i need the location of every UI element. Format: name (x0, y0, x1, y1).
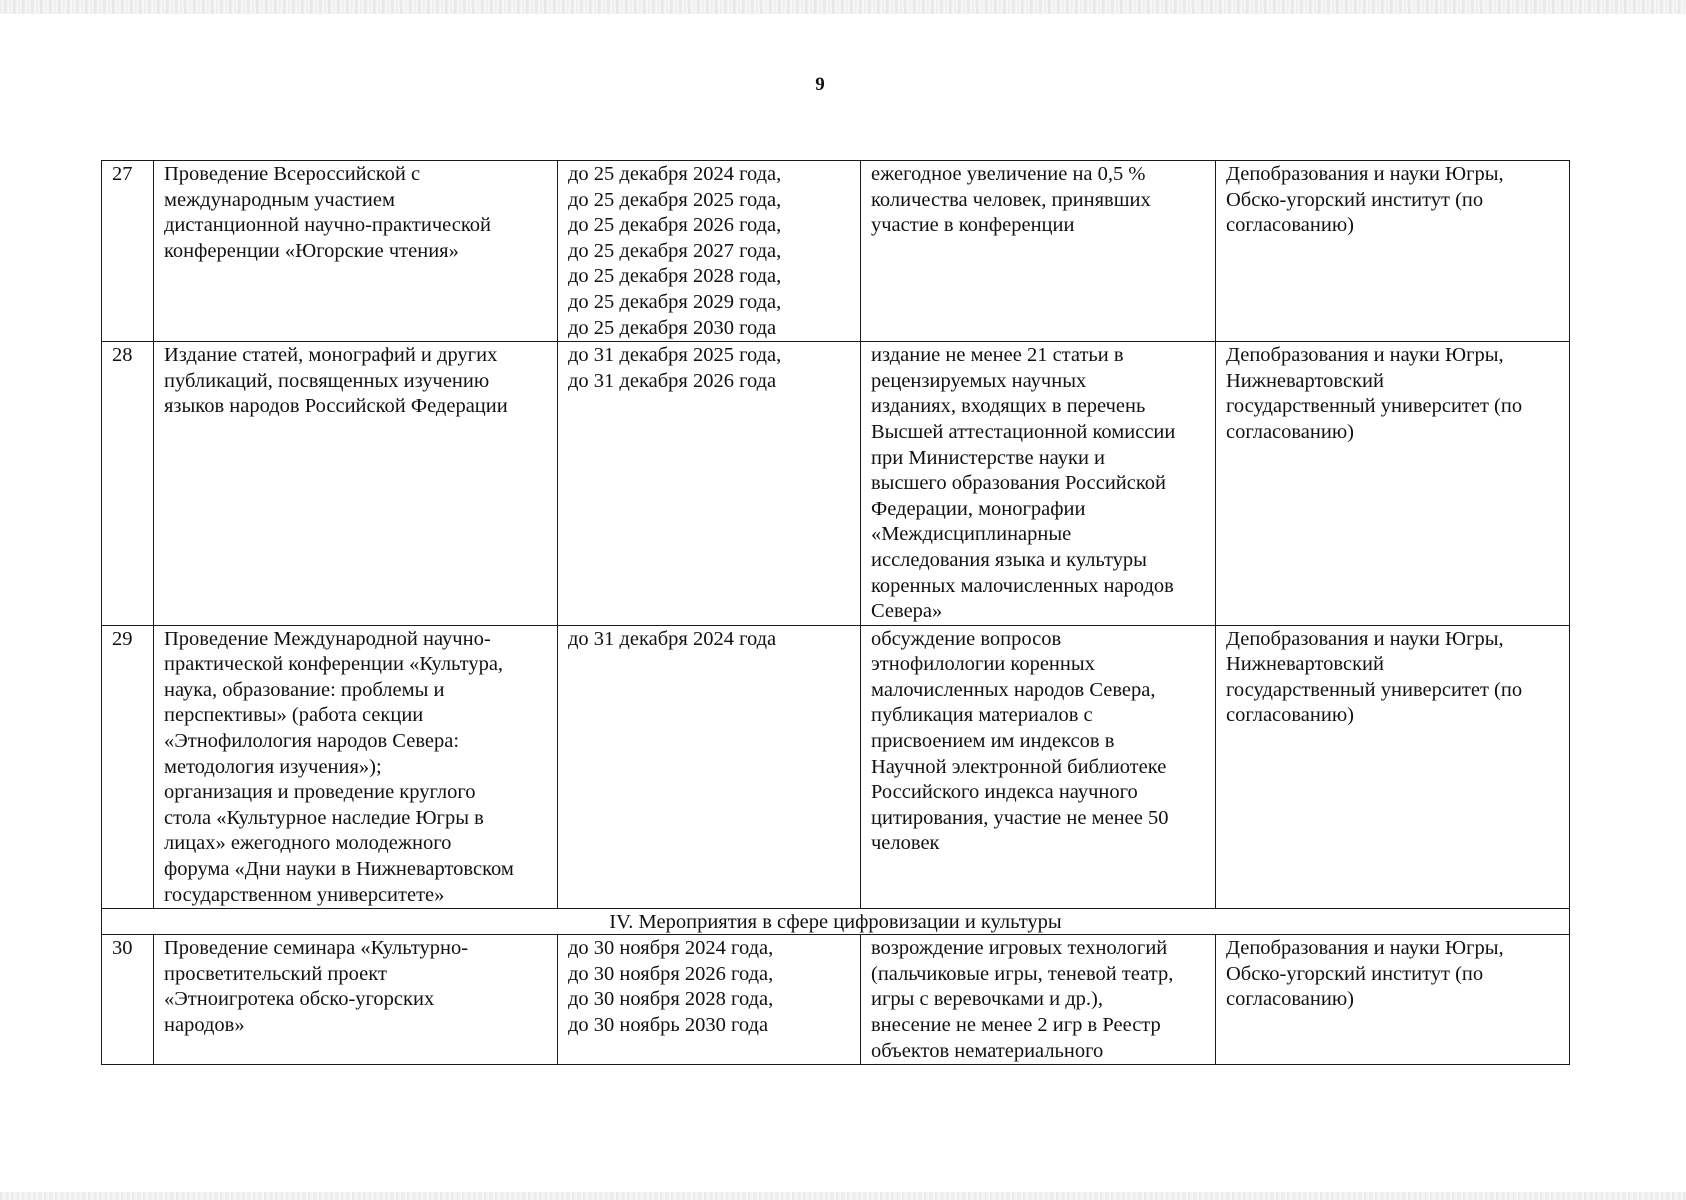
text-line: до 25 декабря 2027 года, (568, 239, 782, 262)
text-line: народов» (164, 1014, 245, 1036)
text-line: до 25 декабря 2029 года, (568, 290, 782, 313)
row-number: 27 (102, 161, 154, 342)
text-line: Депобразования и науки Югры, (1226, 627, 1504, 650)
text-line: организация и проведение круглого (164, 781, 476, 804)
text-line: малочисленных народов Севера, (871, 678, 1156, 701)
text-line: до 25 декабря 2026 года, (568, 214, 782, 237)
responsible-cell (1216, 161, 1570, 342)
action-plan-table (101, 160, 1570, 1065)
text-line: методология изучения»); (164, 755, 382, 778)
event-cell (154, 342, 558, 626)
text-line: до 25 декабря 2024 года, (568, 163, 782, 185)
text-line: до 30 ноября 2024 года, (568, 937, 774, 960)
text-line: до 30 ноября 2028 года, (568, 988, 774, 1011)
text-line: при Министерстве науки и (871, 446, 1106, 469)
text-line: издание не менее 21 статьи в (871, 344, 1124, 367)
result-cell (861, 342, 1216, 626)
text-line: количества человек, принявших (871, 188, 1151, 211)
text-line: до 30 ноябрь 2030 года (568, 1014, 769, 1036)
text-line: Депобразования и науки Югры, (1226, 344, 1504, 367)
text-line: до 31 декабря 2024 года (568, 627, 777, 650)
text-line: Обско-угорский институт (по (1226, 962, 1484, 985)
deadline-cell (558, 625, 861, 909)
text-line: просветительский проект (164, 962, 387, 985)
text-line: «Этноигротека обско-угорских (164, 988, 435, 1011)
table-row (102, 625, 1570, 909)
text-line: Депобразования и науки Югры, (1226, 937, 1504, 960)
text-line: лицах» ежегодного молодежного (164, 832, 452, 855)
text-line: «Этнофилология народов Севера: (164, 730, 460, 753)
text-line: ежегодное увеличение на 0,5 % (871, 163, 1146, 185)
text-line: Издание статей, монографий и других (164, 344, 498, 367)
text-line: участие в конференции (871, 214, 1075, 237)
table-row (102, 342, 1570, 626)
text-line: языков народов Российской Федерации (164, 395, 508, 418)
deadline-cell (558, 935, 861, 1065)
text-line: международным участием (164, 188, 395, 211)
text-line: этнофилологии коренных (871, 653, 1095, 676)
text-line: присвоением им индексов в (871, 730, 1115, 753)
text-line: обсуждение вопросов (871, 627, 1062, 650)
text-line: Научной электронной библиотеке (871, 755, 1167, 778)
table-row (102, 935, 1570, 1065)
text-line: высшего образования Российской (871, 472, 1166, 495)
text-line: «Междисциплинарные (871, 523, 1072, 546)
section-header-row (102, 909, 1570, 935)
event-cell (154, 161, 558, 342)
text-line: государственный университет (по (1226, 395, 1523, 418)
row-number: 30 (102, 935, 154, 1065)
text-line: исследования языка и культуры (871, 548, 1147, 571)
responsible-cell (1216, 625, 1570, 909)
result-cell (861, 161, 1216, 342)
row-number: 29 (102, 625, 154, 909)
text-line: стола «Культурное наследие Югры в (164, 806, 484, 829)
section-heading: IV. Мероприятия в сфере цифровизации и культуры (102, 909, 1570, 935)
table-row (102, 161, 1570, 342)
text-line: публикация материалов с (871, 704, 1093, 727)
text-line: перспективы» (работа секции (164, 704, 424, 727)
text-line: Депобразования и науки Югры, (1226, 163, 1504, 185)
text-line: объектов нематериального (871, 1039, 1104, 1062)
text-line: Проведение Всероссийской с (164, 163, 421, 185)
text-line: Нижневартовский (1226, 653, 1384, 676)
text-line: (пальчиковые игры, теневой театр, (871, 962, 1174, 985)
text-line: Высшей аттестационной комиссии (871, 420, 1176, 443)
row-number: 28 (102, 342, 154, 626)
text-line: публикаций, посвященных изучению (164, 369, 490, 392)
scan-edge-bottom (0, 1192, 1686, 1200)
text-line: государственный университет (по (1226, 678, 1523, 701)
text-line: Обско-угорский институт (по (1226, 188, 1484, 211)
text-line: коренных малочисленных народов (871, 574, 1174, 597)
text-line: форума «Дни науки в Нижневартовском (164, 858, 514, 881)
responsible-cell (1216, 935, 1570, 1065)
text-line: рецензируемых научных (871, 369, 1087, 392)
event-cell (154, 935, 558, 1065)
text-line: до 31 декабря 2026 года (568, 369, 777, 392)
text-line: наука, образование: проблемы и (164, 678, 445, 701)
text-line: цитирования, участие не менее 50 (871, 806, 1169, 829)
event-cell (154, 625, 558, 909)
text-line: согласованию) (1226, 214, 1354, 237)
text-line: согласованию) (1226, 988, 1354, 1011)
text-line: согласованию) (1226, 420, 1354, 443)
text-line: практической конференции «Культура, (164, 653, 504, 676)
text-line: Российского индекса научного (871, 781, 1138, 804)
deadline-cell (558, 161, 861, 342)
text-line: внесение не менее 2 игр в Реестр (871, 1014, 1161, 1036)
text-line: возрождение игровых технологий (871, 937, 1168, 960)
text-line: изданиях, входящих в перечень (871, 395, 1146, 418)
text-line: игры с веревочками и др.), (871, 988, 1103, 1011)
text-line: до 25 декабря 2025 года, (568, 188, 782, 211)
scan-edge-top (0, 0, 1686, 14)
deadline-cell (558, 342, 861, 626)
text-line: Федерации, монографии (871, 497, 1086, 520)
result-cell (861, 625, 1216, 909)
text-line: государственном университете» (164, 883, 445, 906)
page-number: 9 (815, 74, 825, 95)
text-line: согласованию) (1226, 704, 1354, 727)
result-cell (861, 935, 1216, 1065)
text-line: до 31 декабря 2025 года, (568, 344, 782, 367)
text-line: дистанционной научно-практической (164, 214, 491, 237)
text-line: до 25 декабря 2030 года (568, 316, 777, 339)
text-line: конференции «Югорские чтения» (164, 239, 459, 262)
text-line: человек (871, 832, 940, 855)
text-line: до 25 декабря 2028 года, (568, 265, 782, 288)
text-line: Нижневартовский (1226, 369, 1384, 392)
responsible-cell (1216, 342, 1570, 626)
text-line: Проведение семинара «Культурно- (164, 937, 469, 960)
text-line: Севера» (871, 600, 943, 623)
text-line: Проведение Международной научно- (164, 627, 491, 650)
text-line: до 30 ноября 2026 года, (568, 962, 774, 985)
